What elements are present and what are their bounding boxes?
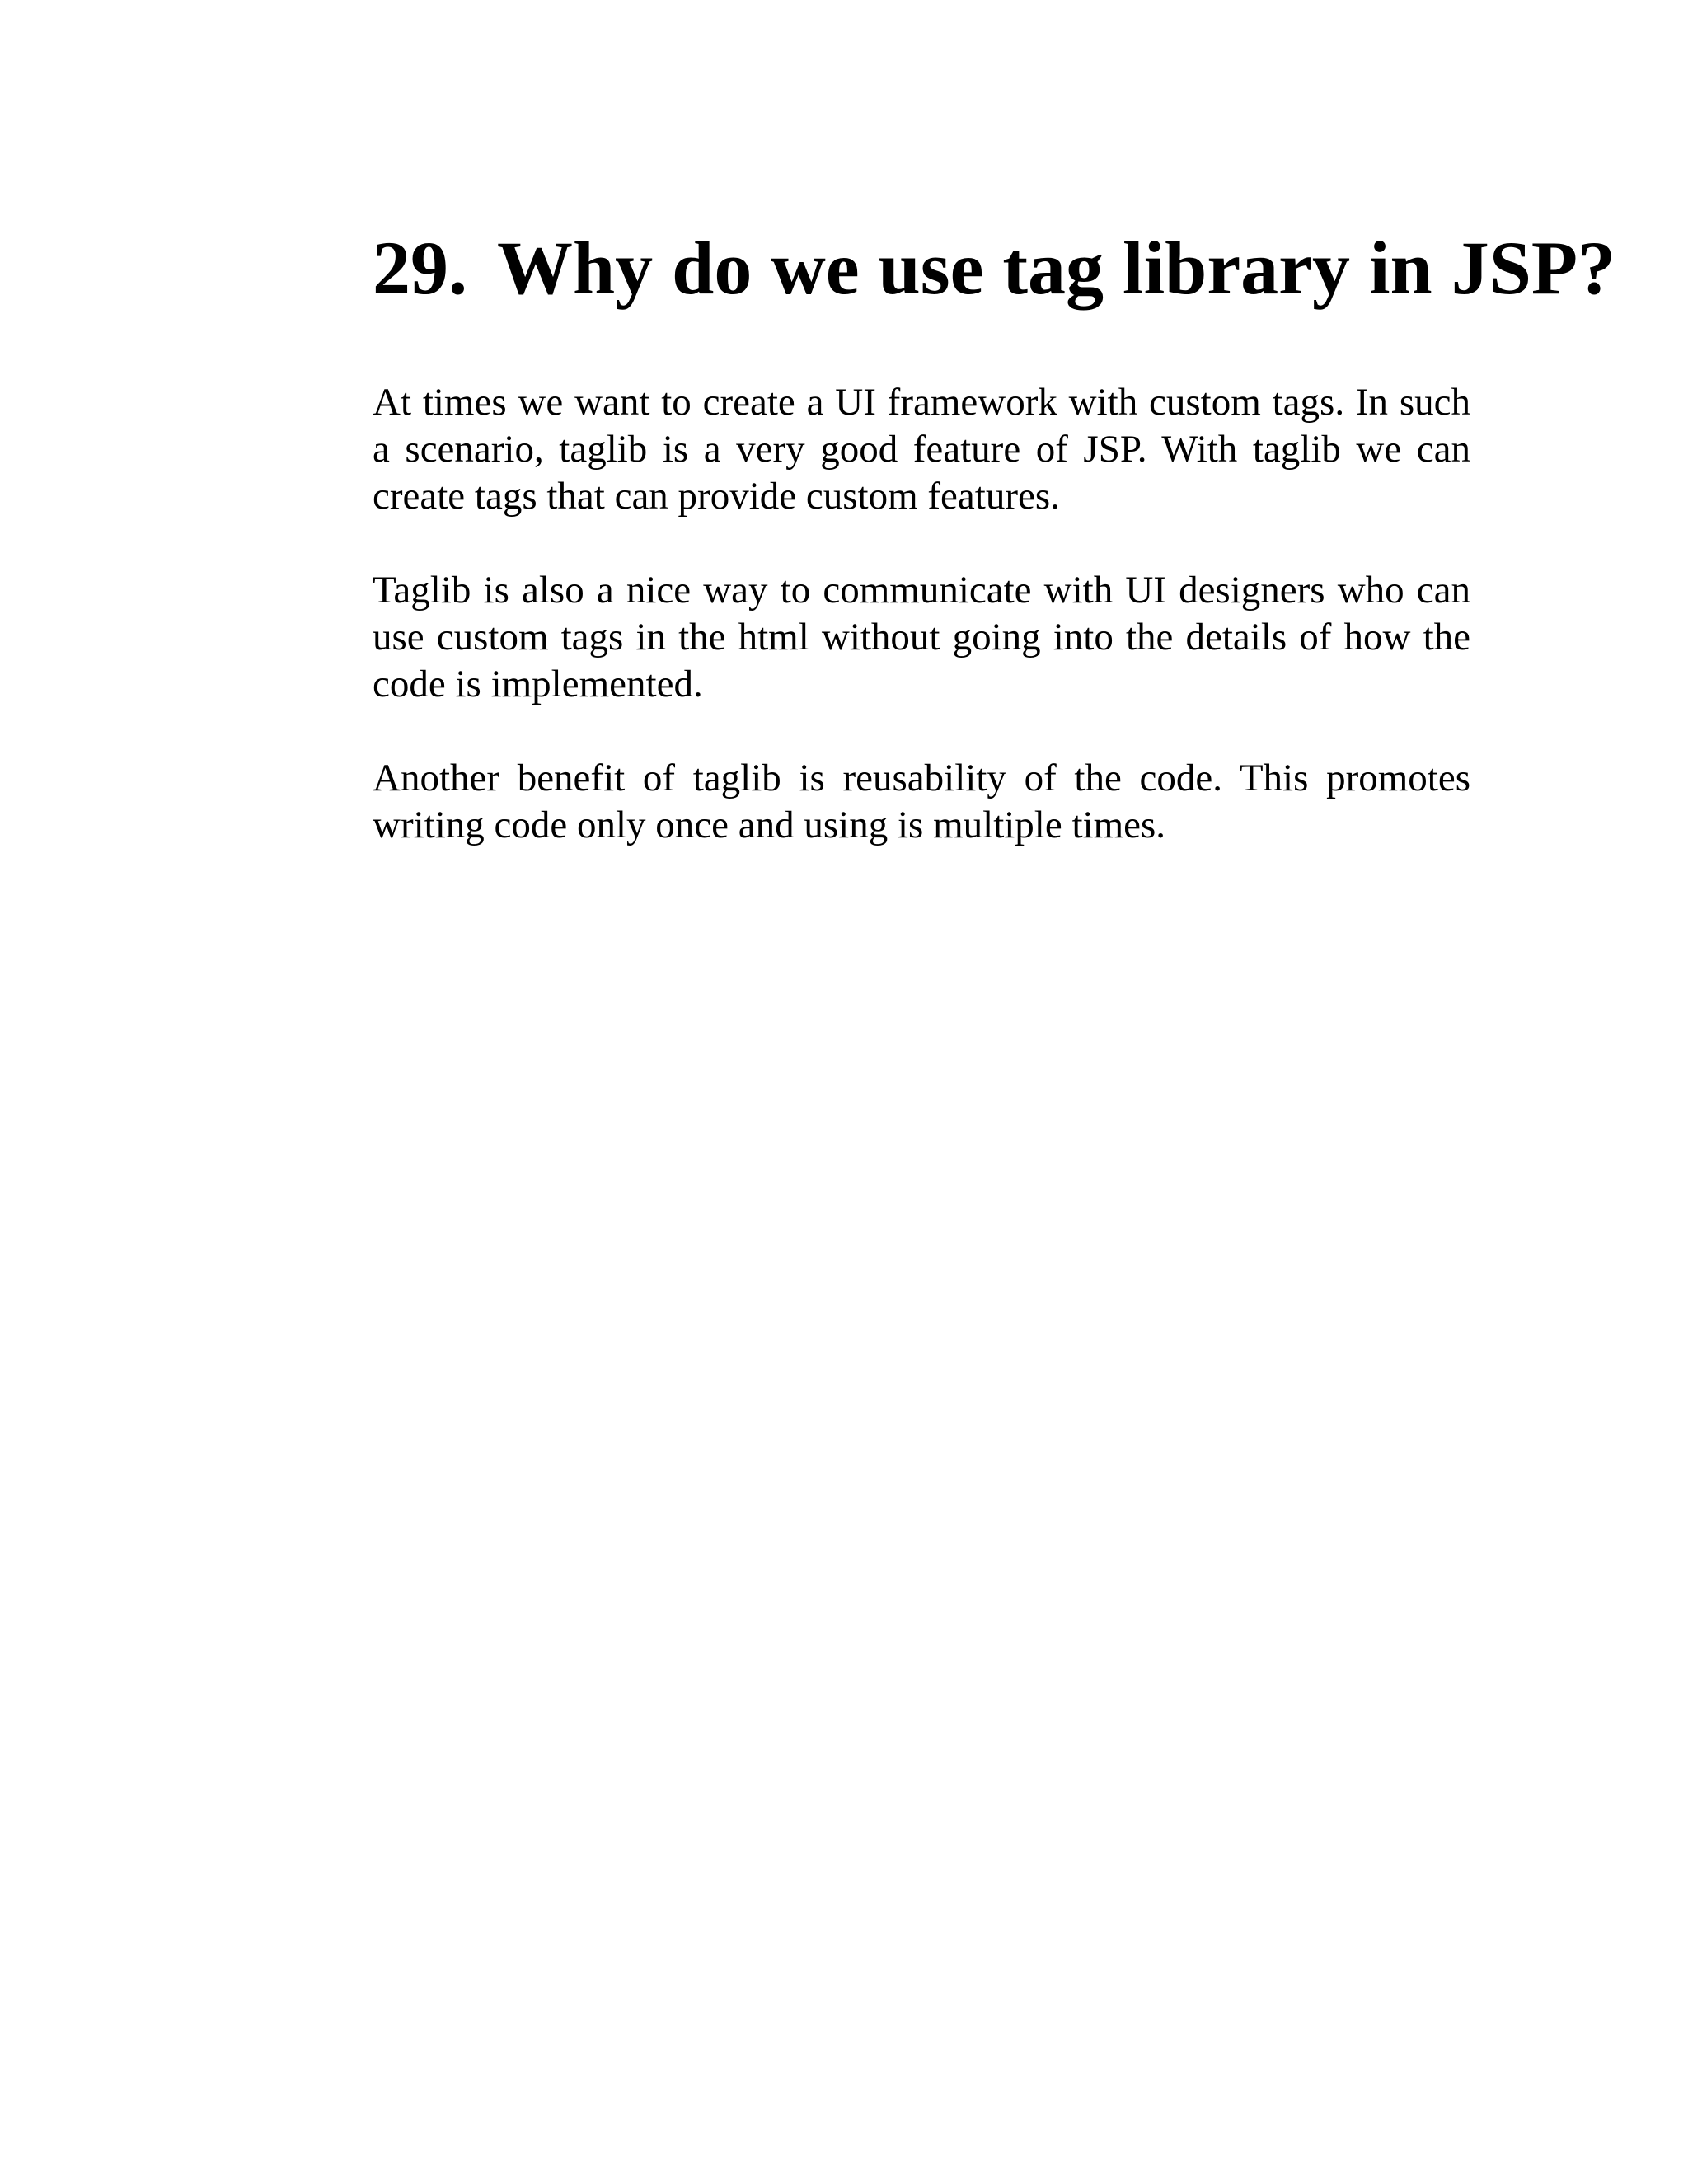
section-title: Why do we use tag library in JSP? [497, 226, 1616, 310]
section-body [373, 379, 1470, 849]
paragraph-2: Taglib is also a nice way to communicate with UI designers who can use custom tags in the html without going into the details of how the code is implemented. [373, 569, 1470, 705]
paragraph-3: Another benefit of taglib is reusability of the code. This promotes writing code only once and using is multiple times. [373, 757, 1470, 846]
page-content [373, 223, 1616, 896]
paragraph-1: At times we want to create a UI framework with custom tags. In such a scenario, taglib is a very good feature of JSP. With taglib we can create tags that can provide custom features. [373, 381, 1470, 518]
section-heading [373, 223, 1616, 313]
section-number: 29. [373, 226, 467, 310]
